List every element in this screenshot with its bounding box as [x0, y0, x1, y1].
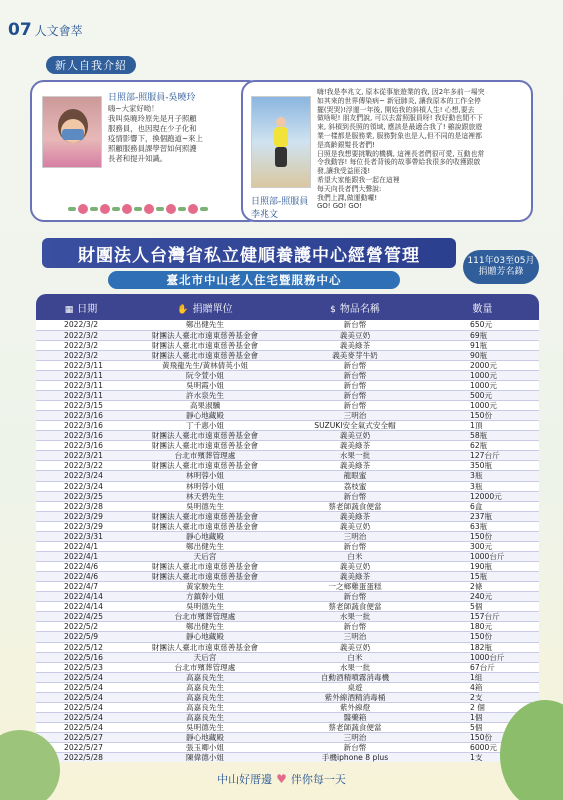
- row-donor: 高嘉良先生: [126, 692, 284, 702]
- row-date: 2022/5/24: [36, 723, 126, 733]
- table-row: [36, 511, 539, 521]
- row-donor: 台北市殯葬管理處: [126, 451, 284, 461]
- table-row: [36, 531, 539, 541]
- row-donor: 台北市殯葬管理處: [126, 662, 284, 672]
- badge-line-1: 111年03至05月: [467, 256, 535, 266]
- row-item: 桌遊: [284, 682, 426, 692]
- row-item: 蔡老師蔬食便當: [284, 602, 426, 612]
- table-row: [36, 471, 539, 481]
- row-item: 義美綠茶: [284, 441, 426, 451]
- row-qty: 3瓶: [426, 481, 539, 491]
- row-date: 2022/4/1: [36, 541, 126, 551]
- portrait-photo-2: [251, 96, 311, 188]
- table-row: [36, 421, 539, 431]
- donation-subtitle: 臺北市中山老人住宅暨服務中心: [108, 271, 400, 289]
- row-date: 2022/3/11: [36, 380, 126, 390]
- table-row: [36, 380, 539, 390]
- row-donor: 高嘉良先生: [126, 712, 284, 722]
- row-item: 義美綠茶: [284, 461, 426, 471]
- table-row: [36, 441, 539, 451]
- row-item: 三明治: [284, 733, 426, 743]
- row-item: 新台幣: [284, 380, 426, 390]
- table-row: [36, 390, 539, 400]
- row-donor: 財團法人臺北市遠東慈善基金會: [126, 521, 284, 531]
- header-donor-label: 捐贈單位: [192, 303, 233, 315]
- row-date: 2022/5/24: [36, 682, 126, 692]
- row-item: 手機iphone 8 plus: [284, 753, 426, 762]
- table-row: [36, 401, 539, 411]
- table-row: [36, 541, 539, 551]
- row-donor: 靜心地藏殿: [126, 733, 284, 743]
- table-row: [36, 652, 539, 662]
- table-row: [36, 330, 539, 340]
- row-date: 2022/5/23: [36, 662, 126, 672]
- row-qty: 1個: [426, 712, 539, 722]
- row-item: 新台幣: [284, 390, 426, 400]
- row-item: 義美綠茶: [284, 511, 426, 521]
- row-donor: 靜心地藏殿: [126, 531, 284, 541]
- row-item: 自動酒精噴霧消毒機: [284, 672, 426, 682]
- row-date: 2022/4/25: [36, 612, 126, 622]
- row-qty: 2條: [426, 582, 539, 592]
- row-donor: 陳偉德小姐: [126, 753, 284, 762]
- row-date: 2022/3/25: [36, 491, 126, 501]
- row-qty: 127台斤: [426, 451, 539, 461]
- row-donor: 高果淑驥: [126, 401, 284, 411]
- row-date: 2022/3/31: [36, 531, 126, 541]
- row-donor: 高嘉良先生: [126, 682, 284, 692]
- row-date: 2022/4/6: [36, 572, 126, 582]
- row-item: 義美豆奶: [284, 562, 426, 572]
- row-date: 2022/5/28: [36, 753, 126, 762]
- row-item: 新台幣: [284, 401, 426, 411]
- row-date: 2022/3/2: [36, 320, 126, 330]
- row-date: 2022/5/24: [36, 692, 126, 702]
- table-row: [36, 320, 539, 330]
- row-donor: 財團法人臺北市遠東慈善基金會: [126, 431, 284, 441]
- row-date: 2022/3/29: [36, 511, 126, 521]
- row-donor: 財團法人臺北市遠東慈善基金會: [126, 330, 284, 340]
- money-bag-icon: $: [330, 304, 336, 315]
- row-item: 紫外線酒精消毒桶: [284, 692, 426, 702]
- header-qty: [426, 294, 539, 320]
- row-qty: 2支: [426, 692, 539, 702]
- table-row: [36, 733, 539, 743]
- row-donor: 林明蓉小姐: [126, 471, 284, 481]
- header-donor: [126, 294, 284, 320]
- row-date: 2022/5/24: [36, 712, 126, 722]
- row-item: 新台幣: [284, 491, 426, 501]
- row-qty: 69瓶: [426, 330, 539, 340]
- row-item: 水果一批: [284, 612, 426, 622]
- row-donor: 天后宮: [126, 652, 284, 662]
- table-row: [36, 723, 539, 733]
- row-qty: 1組: [426, 672, 539, 682]
- page-number: 07: [8, 20, 32, 40]
- row-qty: 1支: [426, 753, 539, 762]
- row-qty: 58瓶: [426, 431, 539, 441]
- row-donor: 財團法人臺北市遠東慈善基金會: [126, 461, 284, 471]
- heart-icon: ♥: [276, 772, 287, 786]
- row-donor: 吳明霞小姐: [126, 380, 284, 390]
- row-date: 2022/3/2: [36, 340, 126, 350]
- row-item: 義美豆奶: [284, 431, 426, 441]
- flower-decoration: [68, 204, 208, 214]
- row-date: 2022/3/16: [36, 431, 126, 441]
- row-item: 新台幣: [284, 320, 426, 330]
- table-row: [36, 612, 539, 622]
- intro-card-2: [241, 80, 533, 222]
- table-row: [36, 501, 539, 511]
- row-donor: 林天碧先生: [126, 491, 284, 501]
- row-date: 2022/3/16: [36, 441, 126, 451]
- table-row: [36, 662, 539, 672]
- row-qty: 650元: [426, 320, 539, 330]
- calendar-icon: ▦: [64, 304, 74, 315]
- row-donor: 黃飛龍先生/黃林倩英小姐: [126, 360, 284, 370]
- row-donor: 天后宮: [126, 551, 284, 561]
- row-donor: 張玉卿小姐: [126, 743, 284, 753]
- row-qty: 6盒: [426, 501, 539, 511]
- row-date: 2022/3/2: [36, 350, 126, 360]
- row-qty: 237瓶: [426, 511, 539, 521]
- row-item: 義美豆奶: [284, 642, 426, 652]
- row-qty: 62瓶: [426, 441, 539, 451]
- row-qty: 150份: [426, 632, 539, 642]
- row-donor: 林明蓉小姐: [126, 481, 284, 491]
- table-row: [36, 350, 539, 360]
- row-date: 2022/3/15: [36, 401, 126, 411]
- table-row: [36, 431, 539, 441]
- row-donor: 黃家駿先生: [126, 582, 284, 592]
- row-date: 2022/3/21: [36, 451, 126, 461]
- row-date: 2022/3/24: [36, 481, 126, 491]
- row-item: 新台幣: [284, 541, 426, 551]
- table-row: [36, 461, 539, 471]
- row-date: 2022/3/11: [36, 360, 126, 370]
- table-row: [36, 672, 539, 682]
- row-date: 2022/3/2: [36, 330, 126, 340]
- row-qty: 150份: [426, 733, 539, 743]
- row-item: 義美豆奶: [284, 521, 426, 531]
- row-donor: 財團法人臺北市遠東慈善基金會: [126, 642, 284, 652]
- row-date: 2022/4/7: [36, 582, 126, 592]
- row-donor: 吳明德先生: [126, 723, 284, 733]
- row-qty: 5個: [426, 602, 539, 612]
- row-qty: 1000元: [426, 380, 539, 390]
- table-row: [36, 632, 539, 642]
- row-date: 2022/5/16: [36, 652, 126, 662]
- row-item: 義美麥芽牛奶: [284, 350, 426, 360]
- row-date: 2022/4/6: [36, 562, 126, 572]
- row-donor: 台北市殯葬管理處: [126, 612, 284, 622]
- handshake-icon: ✋: [177, 304, 189, 315]
- row-date: 2022/4/14: [36, 592, 126, 602]
- table-row: [36, 622, 539, 632]
- table-row: [36, 370, 539, 380]
- row-donor: 財團法人臺北市遠東慈善基金會: [126, 350, 284, 360]
- row-item: 龍眼蜜: [284, 471, 426, 481]
- row-donor: 吳明德先生: [126, 501, 284, 511]
- row-date: 2022/3/24: [36, 471, 126, 481]
- table-row: [36, 602, 539, 612]
- row-qty: 1000元: [426, 401, 539, 411]
- row-date: 2022/5/24: [36, 672, 126, 682]
- row-item: SUZUKI安全氣式安全帽: [284, 421, 426, 431]
- card1-title: 日照部-照服員-吳曉玲: [108, 93, 196, 103]
- table-row: [36, 340, 539, 350]
- row-date: 2022/4/14: [36, 602, 126, 612]
- section-title: 人文會萃: [34, 24, 83, 38]
- row-donor: 鄭出健先生: [126, 320, 284, 330]
- row-qty: 12000元: [426, 491, 539, 501]
- intro-card-1: [30, 80, 262, 222]
- row-qty: 350瓶: [426, 461, 539, 471]
- row-date: 2022/3/11: [36, 370, 126, 380]
- row-item: 新台幣: [284, 370, 426, 380]
- row-qty: 15瓶: [426, 572, 539, 582]
- row-qty: 3瓶: [426, 471, 539, 481]
- row-qty: 2000元: [426, 360, 539, 370]
- table-row: [36, 481, 539, 491]
- row-date: 2022/5/12: [36, 642, 126, 652]
- row-date: 2022/5/2: [36, 622, 126, 632]
- row-item: 新台幣: [284, 743, 426, 753]
- row-qty: 1000台斤: [426, 551, 539, 561]
- row-donor: 財團法人臺北市遠東慈善基金會: [126, 340, 284, 350]
- row-qty: 2 個: [426, 702, 539, 712]
- table-row: [36, 692, 539, 702]
- header-date-label: 日期: [77, 303, 98, 315]
- table-row: [36, 451, 539, 461]
- row-qty: 5個: [426, 723, 539, 733]
- header-item-label: 物品名稱: [339, 303, 380, 315]
- table-row: [36, 582, 539, 592]
- row-qty: 91瓶: [426, 340, 539, 350]
- row-item: 新台幣: [284, 622, 426, 632]
- row-item: 荔枝蜜: [284, 481, 426, 491]
- table-row: [36, 702, 539, 712]
- footer-slogan: [0, 764, 563, 794]
- row-date: 2022/3/22: [36, 461, 126, 471]
- row-qty: 300元: [426, 541, 539, 551]
- header-qty-label: 數量: [472, 303, 493, 315]
- row-date: 2022/5/24: [36, 702, 126, 712]
- badge-line-2: 捐贈芳名錄: [478, 267, 524, 277]
- table-row: [36, 682, 539, 692]
- row-qty: 190瓶: [426, 562, 539, 572]
- row-donor: 高嘉良先生: [126, 672, 284, 682]
- footer-left: 中山好厝邊: [217, 773, 273, 786]
- row-item: 義美綠茶: [284, 572, 426, 582]
- row-item: 蔡老師蔬食便當: [284, 501, 426, 511]
- card1-body: 嗨~大家好呦！ 我叫吳曉玲原先是月子照顧 服務員，也因現在少子化和 疫情影響下，換個跑道~來上 照顧服務員課學習如何照護 長者和提升知識。: [108, 104, 203, 163]
- row-qty: 90瓶: [426, 350, 539, 360]
- table-row: [36, 592, 539, 602]
- row-donor: 靜心地藏殿: [126, 632, 284, 642]
- card2-title: 日照部-照服員: [251, 197, 309, 207]
- intro-label: 新人自我介紹: [46, 56, 136, 74]
- row-donor: 丁千惠小姐: [126, 421, 284, 431]
- row-donor: 財團法人臺北市遠東慈善基金會: [126, 562, 284, 572]
- row-qty: 182瓶: [426, 642, 539, 652]
- table-row: [36, 551, 539, 561]
- row-date: 2022/3/16: [36, 421, 126, 431]
- table-row: [36, 572, 539, 582]
- row-item: 三明治: [284, 632, 426, 642]
- row-qty: 240元: [426, 592, 539, 602]
- row-item: 水果一批: [284, 451, 426, 461]
- page-header: [8, 18, 83, 40]
- row-item: 義美豆奶: [284, 330, 426, 340]
- row-qty: 1000台斤: [426, 652, 539, 662]
- row-qty: 1頂: [426, 421, 539, 431]
- portrait-photo-1: [42, 96, 102, 168]
- row-donor: 財團法人臺北市遠東慈善基金會: [126, 441, 284, 451]
- row-donor: 方鎮幹小姐: [126, 592, 284, 602]
- table-row: [36, 753, 539, 762]
- row-item: 三明治: [284, 411, 426, 421]
- table-row: [36, 743, 539, 753]
- row-qty: 157台斤: [426, 612, 539, 622]
- row-donor: 許水泉先生: [126, 390, 284, 400]
- row-donor: 吳明德先生: [126, 602, 284, 612]
- table-row: [36, 521, 539, 531]
- row-qty: 150份: [426, 531, 539, 541]
- table-row: [36, 712, 539, 722]
- row-qty: 4箱: [426, 682, 539, 692]
- row-item: 水果一批: [284, 662, 426, 672]
- row-date: 2022/3/11: [36, 390, 126, 400]
- table-row: [36, 411, 539, 421]
- row-item: 醫藥箱: [284, 712, 426, 722]
- row-date: 2022/5/27: [36, 743, 126, 753]
- footer-right: 伴你每一天: [290, 773, 346, 786]
- row-item: 一之鄉雞蛋蛋糕: [284, 582, 426, 592]
- table-row: [36, 360, 539, 370]
- row-qty: 180元: [426, 622, 539, 632]
- table-row: [36, 642, 539, 652]
- row-donor: 財團法人臺北市遠東慈善基金會: [126, 511, 284, 521]
- row-date: 2022/5/9: [36, 632, 126, 642]
- period-badge: [463, 250, 539, 284]
- row-item: 紫外線燈: [284, 702, 426, 712]
- card2-name: 李兆文: [251, 210, 279, 220]
- row-donor: 鄭出健先生: [126, 541, 284, 551]
- row-date: 2022/3/28: [36, 501, 126, 511]
- row-donor: 高嘉良先生: [126, 702, 284, 712]
- table-row: [36, 491, 539, 501]
- table-header-row: [36, 294, 539, 320]
- row-donor: 阮令萱小姐: [126, 370, 284, 380]
- row-item: 白米: [284, 652, 426, 662]
- row-item: 三明治: [284, 531, 426, 541]
- card2-body: 嗨!我是李兆文, 原本從事旅遊業的我, 因2年多前一場突 如其來的世界傳染病~ 新冠肺炎, 讓我原本的工作全停 擺(哭哭)!浮運一年後, 開始我的斜槓人生! 心想,要去 做啥呢! 朋友們說, 可以去當照服員呀! 我好動也閒不下 來, 斜槓到長照的領域, 應該是最適合我了! 雖說跟旅遊 業一樣都是服務業, 服務對象也是人,但不同的是這裡都 是高齡銀髮長者們! 日照是我想要挑戰的機構, 這裡長者們很可愛, 互動也常 令我動容! 每位長者背後的故事帶給我很多的收獲跟啟 發,讓我受益匪淺! 希望大家能跟我一起在這裡 每天向長者們大聲說: 我們上課,做運動囉! GO! GO! GO!: [317, 88, 485, 211]
- header-item: [284, 294, 426, 320]
- row-date: 2022/5/27: [36, 733, 126, 743]
- donation-title: 財團法人台灣省私立健順養護中心經營管理: [42, 238, 456, 268]
- row-item: 新台幣: [284, 592, 426, 602]
- row-qty: 6000元: [426, 743, 539, 753]
- row-qty: 67台斤: [426, 662, 539, 672]
- row-date: 2022/4/1: [36, 551, 126, 561]
- header-date: [36, 294, 126, 320]
- row-qty: 150份: [426, 411, 539, 421]
- row-qty: 500元: [426, 390, 539, 400]
- row-item: 義美綠茶: [284, 340, 426, 350]
- row-item: 新台幣: [284, 360, 426, 370]
- row-date: 2022/3/29: [36, 521, 126, 531]
- row-donor: 財團法人臺北市遠東慈善基金會: [126, 572, 284, 582]
- row-date: 2022/3/16: [36, 411, 126, 421]
- row-donor: 靜心地藏殿: [126, 411, 284, 421]
- row-qty: 1000元: [426, 370, 539, 380]
- row-item: 蔡老師蔬食便當: [284, 723, 426, 733]
- donation-table: [36, 294, 539, 762]
- row-donor: 鄭出健先生: [126, 622, 284, 632]
- row-item: 白米: [284, 551, 426, 561]
- row-qty: 63瓶: [426, 521, 539, 531]
- table-row: [36, 562, 539, 572]
